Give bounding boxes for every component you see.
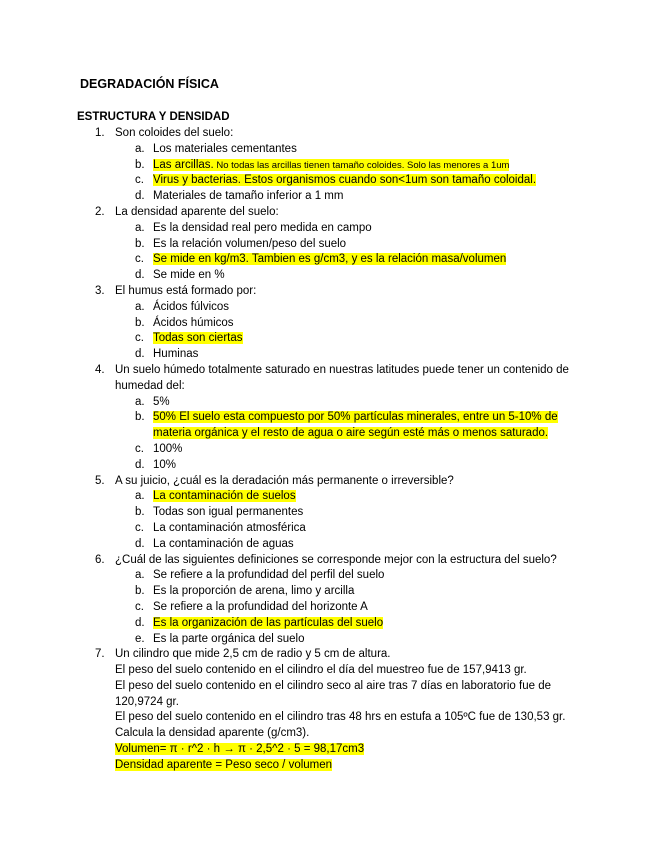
question-text: Son coloides del suelo: xyxy=(115,127,234,139)
question-number: 3. xyxy=(95,284,105,297)
option-text: Es la proporción de arena, limo y arcilla xyxy=(153,585,355,598)
option-letter: d. xyxy=(135,537,145,550)
option-4d xyxy=(0,458,655,474)
option-2c xyxy=(0,252,655,268)
option-letter: c. xyxy=(135,442,144,455)
highlighted-answer: Se mide en kg/m3. Tambien es g/cm3, y es la relación masa/volumen xyxy=(153,253,507,266)
highlighted-answer: Densidad aparente = Peso seco / volumen xyxy=(115,758,333,771)
option-2d xyxy=(0,268,655,284)
option-1b xyxy=(0,158,655,174)
option-letter: a. xyxy=(135,221,145,234)
option-letter: a. xyxy=(135,569,145,582)
problem-line: El peso del suelo contenido en el cilindro el día del muestreo fue de 157,9413 gr. xyxy=(115,664,527,677)
question-number: 5. xyxy=(95,474,105,487)
option-6a xyxy=(0,568,655,584)
question-number: 7. xyxy=(95,648,105,661)
question-number: 4. xyxy=(95,363,105,376)
question-text: Un suelo húmedo totalmente saturado en nuestras latitudes puede tener un contenido de humedad del: xyxy=(115,363,569,392)
option-letter: b. xyxy=(135,158,145,171)
question-3 xyxy=(0,284,655,300)
option-letter: c. xyxy=(135,521,144,534)
option-text: Se refiere a la profundidad del horizonte A xyxy=(153,600,368,613)
option-letter: d. xyxy=(135,348,145,361)
option-text: La contaminación de aguas xyxy=(153,537,294,550)
option-6c xyxy=(0,600,655,616)
option-letter: d. xyxy=(135,269,145,282)
option-letter: b. xyxy=(135,506,145,519)
question-number: 2. xyxy=(95,205,105,218)
question-text: La densidad aparente del suelo: xyxy=(115,205,279,218)
option-3c xyxy=(0,331,655,347)
question-5 xyxy=(0,474,655,490)
option-text: Se mide en % xyxy=(153,269,225,282)
answer-line xyxy=(0,758,655,774)
highlighted-answer xyxy=(153,159,509,171)
highlighted-answer: La contaminación de suelos xyxy=(153,490,296,503)
option-letter: e. xyxy=(135,632,145,645)
question-4 xyxy=(0,363,655,395)
option-text: Es la densidad real pero medida en campo xyxy=(153,221,372,234)
option-letter: c. xyxy=(135,174,144,187)
option-letter: c. xyxy=(135,253,144,266)
problem-line: Calcula la densidad aparente (g/cm3). xyxy=(115,727,310,740)
question-text: El humus está formado por: xyxy=(115,284,257,297)
question-7 xyxy=(0,647,655,663)
highlighted-answer: 50% El suelo esta compuesto por 50% partículas minerales, entre un 5-10% de materia orgánica y el resto de agua o aire según esté más o menos saturado. xyxy=(153,411,558,440)
option-letter: a. xyxy=(135,142,145,155)
option-text: Materiales de tamaño inferior a 1 mm xyxy=(153,190,344,203)
option-3d xyxy=(0,347,655,363)
answer-line xyxy=(0,742,655,758)
option-text: 10% xyxy=(153,458,177,471)
option-3b xyxy=(0,316,655,332)
question-1 xyxy=(0,126,655,142)
option-text: 5% xyxy=(153,395,170,408)
option-2a xyxy=(0,221,655,237)
question-text: Un cilindro que mide 2,5 cm de radio y 5 cm de altura. xyxy=(115,648,391,661)
question-6 xyxy=(0,553,655,569)
option-letter: d. xyxy=(135,616,145,629)
option-2b xyxy=(0,237,655,253)
option-letter: c. xyxy=(135,332,144,345)
problem-line: El peso del suelo contenido en el cilindro tras 48 hrs en estufa a 105ºC fue de 130,53 gr. xyxy=(115,711,566,724)
option-4c xyxy=(0,442,655,458)
highlighted-answer: Todas son ciertas xyxy=(153,332,243,345)
option-5d xyxy=(0,537,655,553)
highlighted-answer: Es la organización de las partículas del suelo xyxy=(153,616,384,629)
option-5a xyxy=(0,489,655,505)
option-text: Las arcillas. xyxy=(153,158,214,171)
section-heading: ESTRUCTURA Y DENSIDAD xyxy=(77,111,230,123)
option-4b xyxy=(0,410,655,442)
option-1d xyxy=(0,189,655,205)
option-letter: b. xyxy=(135,316,145,329)
option-text: Todas son igual permanentes xyxy=(153,506,304,519)
option-6b xyxy=(0,584,655,600)
question-list xyxy=(0,126,655,774)
option-5c xyxy=(0,521,655,537)
option-4a xyxy=(0,395,655,411)
option-letter: a. xyxy=(135,395,145,408)
option-text: Se refiere a la profundidad del perfil del suelo xyxy=(153,569,385,582)
option-text: Ácidos húmicos xyxy=(153,316,234,329)
question-text: ¿Cuál de las siguientes definiciones se corresponde mejor con la estructura del suelo? xyxy=(115,553,557,566)
option-6e xyxy=(0,632,655,648)
option-text: 100% xyxy=(153,442,183,455)
option-3a xyxy=(0,300,655,316)
option-text: Ácidos fúlvicos xyxy=(153,300,230,313)
option-text: Es la relación volumen/peso del suelo xyxy=(153,237,347,250)
problem-line: El peso del suelo contenido en el cilindro seco al aire tras 7 días en laboratorio fue de 120,9724 gr. xyxy=(115,679,551,708)
option-letter: c. xyxy=(135,600,144,613)
option-text: Es la parte orgánica del suelo xyxy=(153,632,305,645)
option-1a xyxy=(0,142,655,158)
option-5b xyxy=(0,505,655,521)
option-letter: a. xyxy=(135,300,145,313)
option-letter: b. xyxy=(135,411,145,424)
option-6d xyxy=(0,616,655,632)
question-number: 1. xyxy=(95,127,105,139)
question-number: 6. xyxy=(95,553,105,566)
document-title: DEGRADACIÓN FÍSICA xyxy=(80,77,219,91)
option-letter: d. xyxy=(135,458,145,471)
option-text: Huminas xyxy=(153,348,199,361)
highlighted-answer: Volumen= π · r^2 · h → π · 2,5^2 · 5 = 98,17cm3 xyxy=(115,743,365,756)
option-letter: b. xyxy=(135,585,145,598)
option-text: La contaminación atmosférica xyxy=(153,521,306,534)
option-letter: b. xyxy=(135,237,145,250)
option-1c xyxy=(0,173,655,189)
highlighted-answer: Virus y bacterias. Estos organismos cuando son<1um son tamaño coloidal. xyxy=(153,174,537,187)
option-text: Los materiales cementantes xyxy=(153,142,297,155)
question-text: A su juicio, ¿cuál es la deradación más permanente o irreversible? xyxy=(115,474,454,487)
answer-note: No todas las arcillas tienen tamaño coloides. Solo las menores a 1um xyxy=(213,159,510,171)
option-letter: d. xyxy=(135,190,145,203)
option-letter: a. xyxy=(135,490,145,503)
question-2 xyxy=(0,205,655,221)
